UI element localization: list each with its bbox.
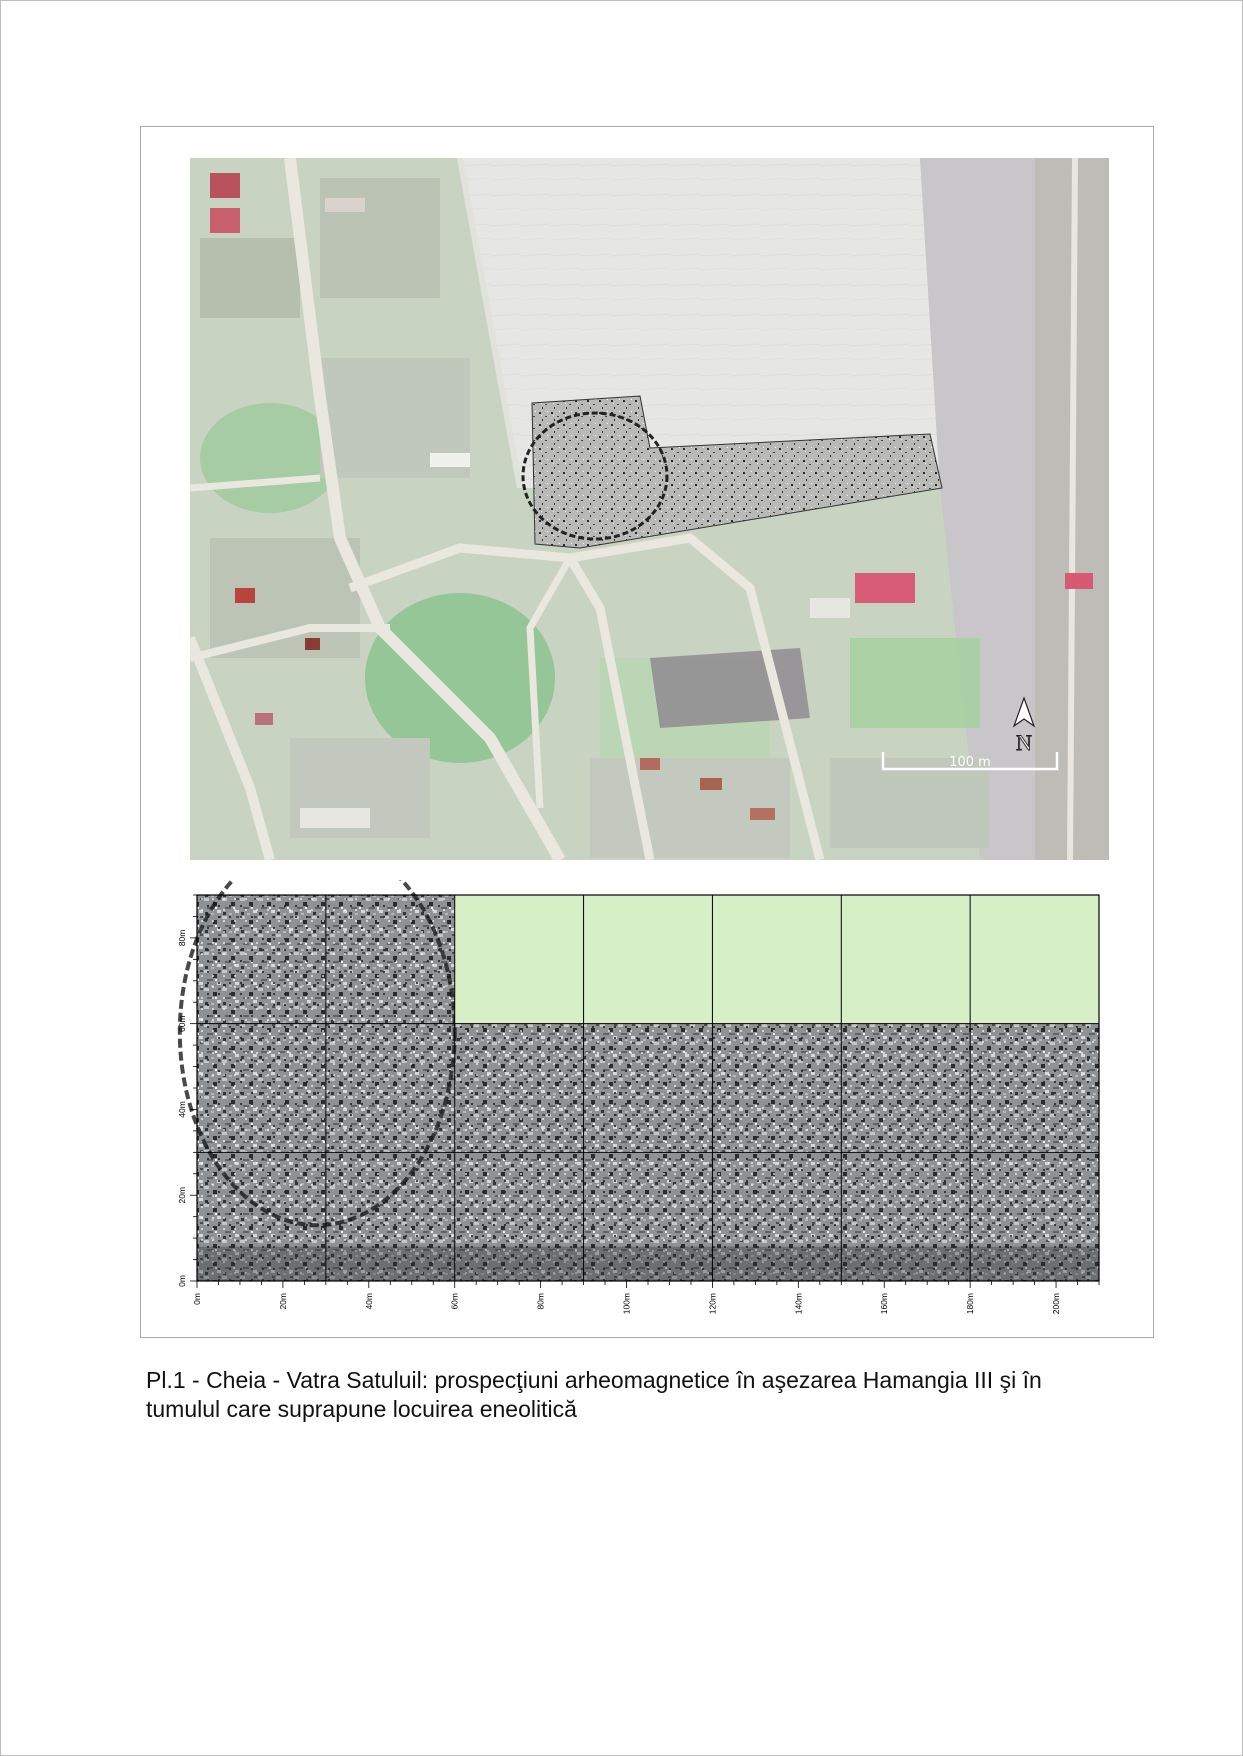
x-tick-label: 60m [449,1293,460,1310]
x-tick-label: 120m [707,1293,718,1315]
x-tick-label: 180m [965,1293,976,1315]
y-tick-label: 80m [177,929,187,947]
x-tick-label: 20m [277,1293,288,1310]
north-label: N [1016,730,1032,755]
unsurveyed-area [455,895,1099,1024]
y-tick-label: 0m [177,1275,187,1287]
caption-line-2: tumulul care suprapune locuirea eneolitică [146,1396,577,1422]
x-tick-label: 100m [621,1293,632,1315]
caption-line-1: Pl.1 - Cheia - Vatra Satuluil: prospecţiuni arheomagnetice în aşezarea Hamangia III şi în [146,1367,1042,1393]
x-tick-label: 40m [363,1293,374,1310]
x-tick-label: 200m [1051,1293,1062,1315]
x-tick-label: 160m [879,1293,890,1315]
y-tick-label: 60m [177,1015,187,1032]
y-tick-label: 40m [177,1101,187,1118]
plate-caption [146,1366,1156,1424]
y-tick-label: 20m [177,1186,187,1204]
scale-bar-label: 100 m [949,755,991,770]
magnetometry-plot [150,880,1110,1320]
x-tick-label: 80m [535,1293,546,1310]
x-tick-label: 0m [192,1293,202,1305]
x-tick-label: 140m [793,1293,804,1315]
aerial-photo [190,158,1109,860]
